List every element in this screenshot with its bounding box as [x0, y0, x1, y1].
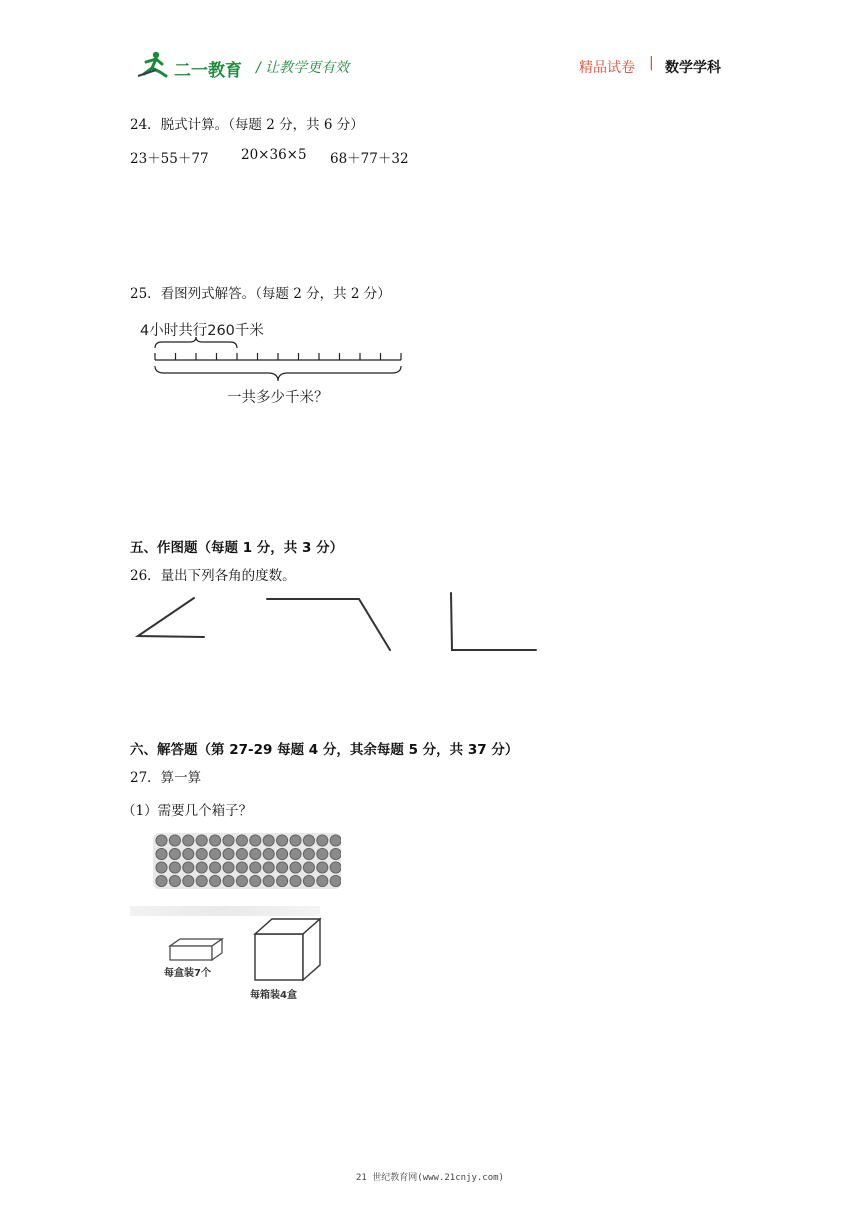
- q27-sub1: （1）需要几个箱子？: [122, 803, 253, 819]
- small-box-icon: [166, 936, 226, 964]
- section6-title: 六、解答题（第 27-29 每题 4 分，其余每题 5 分，共 37 分）: [130, 742, 519, 758]
- q26-title: 26．量出下列各角的度数。: [130, 568, 296, 584]
- angle-obtuse: [267, 599, 390, 650]
- q24-expr-2: 20×36×5: [241, 147, 307, 163]
- q24-title: 24．脱式计算。（每题 2 分，共 6 分）: [130, 117, 364, 133]
- faded-text-line: [130, 906, 320, 916]
- footer: 21 世纪教育网(www.21cnjy.com): [356, 1173, 504, 1183]
- header-right-label: 精品试卷: [579, 60, 635, 76]
- crate-cube-icon: [252, 916, 324, 984]
- segment-diagram: [150, 336, 410, 386]
- box-label: 每盒装7个: [164, 968, 211, 979]
- header: [0, 0, 860, 90]
- q25-bottom-label: 一共多少千米？: [227, 390, 329, 406]
- angles-figure: [130, 588, 550, 658]
- logo-text: 二一教育: [174, 61, 242, 81]
- q25-title: 25．看图列式解答。（每题 2 分，共 2 分）: [130, 286, 391, 302]
- q24-expr-3: 68＋77＋32: [330, 151, 409, 167]
- slogan: / 让教学更有效: [256, 60, 350, 76]
- runner-logo-icon: [136, 50, 172, 78]
- ball-grid: [153, 833, 341, 889]
- section5-title: 五、作图题（每题 1 分，共 3 分）: [130, 540, 344, 556]
- crate-label: 每箱装4盒: [250, 990, 297, 1001]
- angle-right: [451, 593, 536, 650]
- header-subject: 数学学科: [665, 60, 721, 76]
- angle-acute: [138, 598, 204, 637]
- q27-title: 27．算一算: [130, 770, 202, 786]
- q25-top-label: 4小时共行260千米: [140, 323, 264, 339]
- header-separator: |: [649, 55, 654, 71]
- q24-expr-1: 23＋55＋77: [130, 151, 209, 167]
